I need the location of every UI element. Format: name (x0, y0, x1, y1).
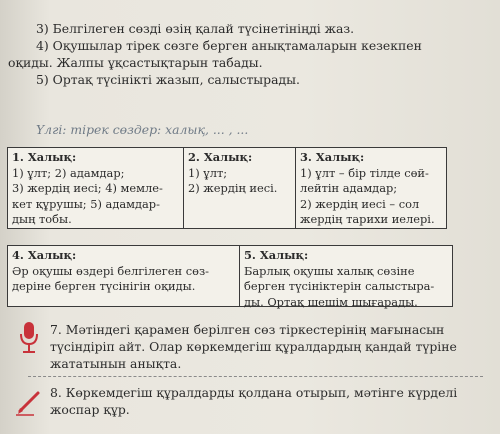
table-cell-2 (183, 148, 295, 228)
section-divider (28, 376, 483, 377)
table-cell-4 (8, 246, 239, 306)
table-cell-5 (239, 246, 451, 309)
cell-text: 1) ұлт – бір тілде сөй- лейтін адамдар; 2) жердің иесі – сол жердің тарихи иелері. (300, 165, 435, 226)
cell-text: 1) ұлт; 2) жердің иесі. (188, 165, 278, 195)
definitions-table-bottom (7, 245, 453, 307)
cell-heading: 2. Халық: (188, 150, 253, 164)
cell-text: 1) ұлт; 2) адамдар; 3) жердің иесі; 4) мемле- кет құрушы; 5) адамдар- дың тобы. (12, 165, 163, 226)
writing-pen-icon (14, 386, 44, 416)
cell-heading: 4. Халық: (12, 248, 77, 262)
table-cell-3 (295, 148, 445, 228)
sample-line: Үлгі: тірек сөздер: халық, ... , ... (36, 122, 249, 137)
microphone-icon (18, 321, 40, 355)
cell-heading: 3. Халық: (300, 150, 365, 164)
task-4-line: 4) Оқушылар тірек сөзге берген анықтамаларын кезекпен (36, 38, 422, 53)
task-8-line-1: 8. Көркемдегіш құралдарды қолдана отырып, мәтінге күрделі (50, 385, 458, 400)
table-cell-1 (8, 148, 183, 228)
task-5-line: 5) Ортақ түсінікті жазып, салыстырады. (36, 72, 300, 87)
cell-text: Барлық оқушы халық сөзіне берген түсініктерін салыстыра- ды. Ортақ шешім шығарады. (244, 263, 435, 309)
task-4-line-cont: оқиды. Жалпы ұқсастықтарын табады. (8, 55, 263, 70)
task-3-line: 3) Белгілеген сөзді өзің қалай түсінетініңді жаз. (36, 21, 355, 36)
task-8-line-2: жоспар құр. (50, 402, 130, 417)
task-7-line-2: түсіндіріп айт. Олар көркемдегіш құралдардың қандай түріне (50, 339, 457, 354)
task-7-line-1: 7. Мәтіндегі қарамен берілген сөз тіркестерінің мағынасын (50, 322, 445, 337)
definitions-table-top (7, 147, 447, 229)
cell-heading: 5. Халық: (244, 248, 309, 262)
cell-text: Әр оқушы өздері белгілеген сөз- деріне берген түсінігін оқиды. (12, 263, 210, 293)
cell-heading: 1. Халық: (12, 150, 77, 164)
task-7-line-3: жататынын анықта. (50, 356, 182, 371)
